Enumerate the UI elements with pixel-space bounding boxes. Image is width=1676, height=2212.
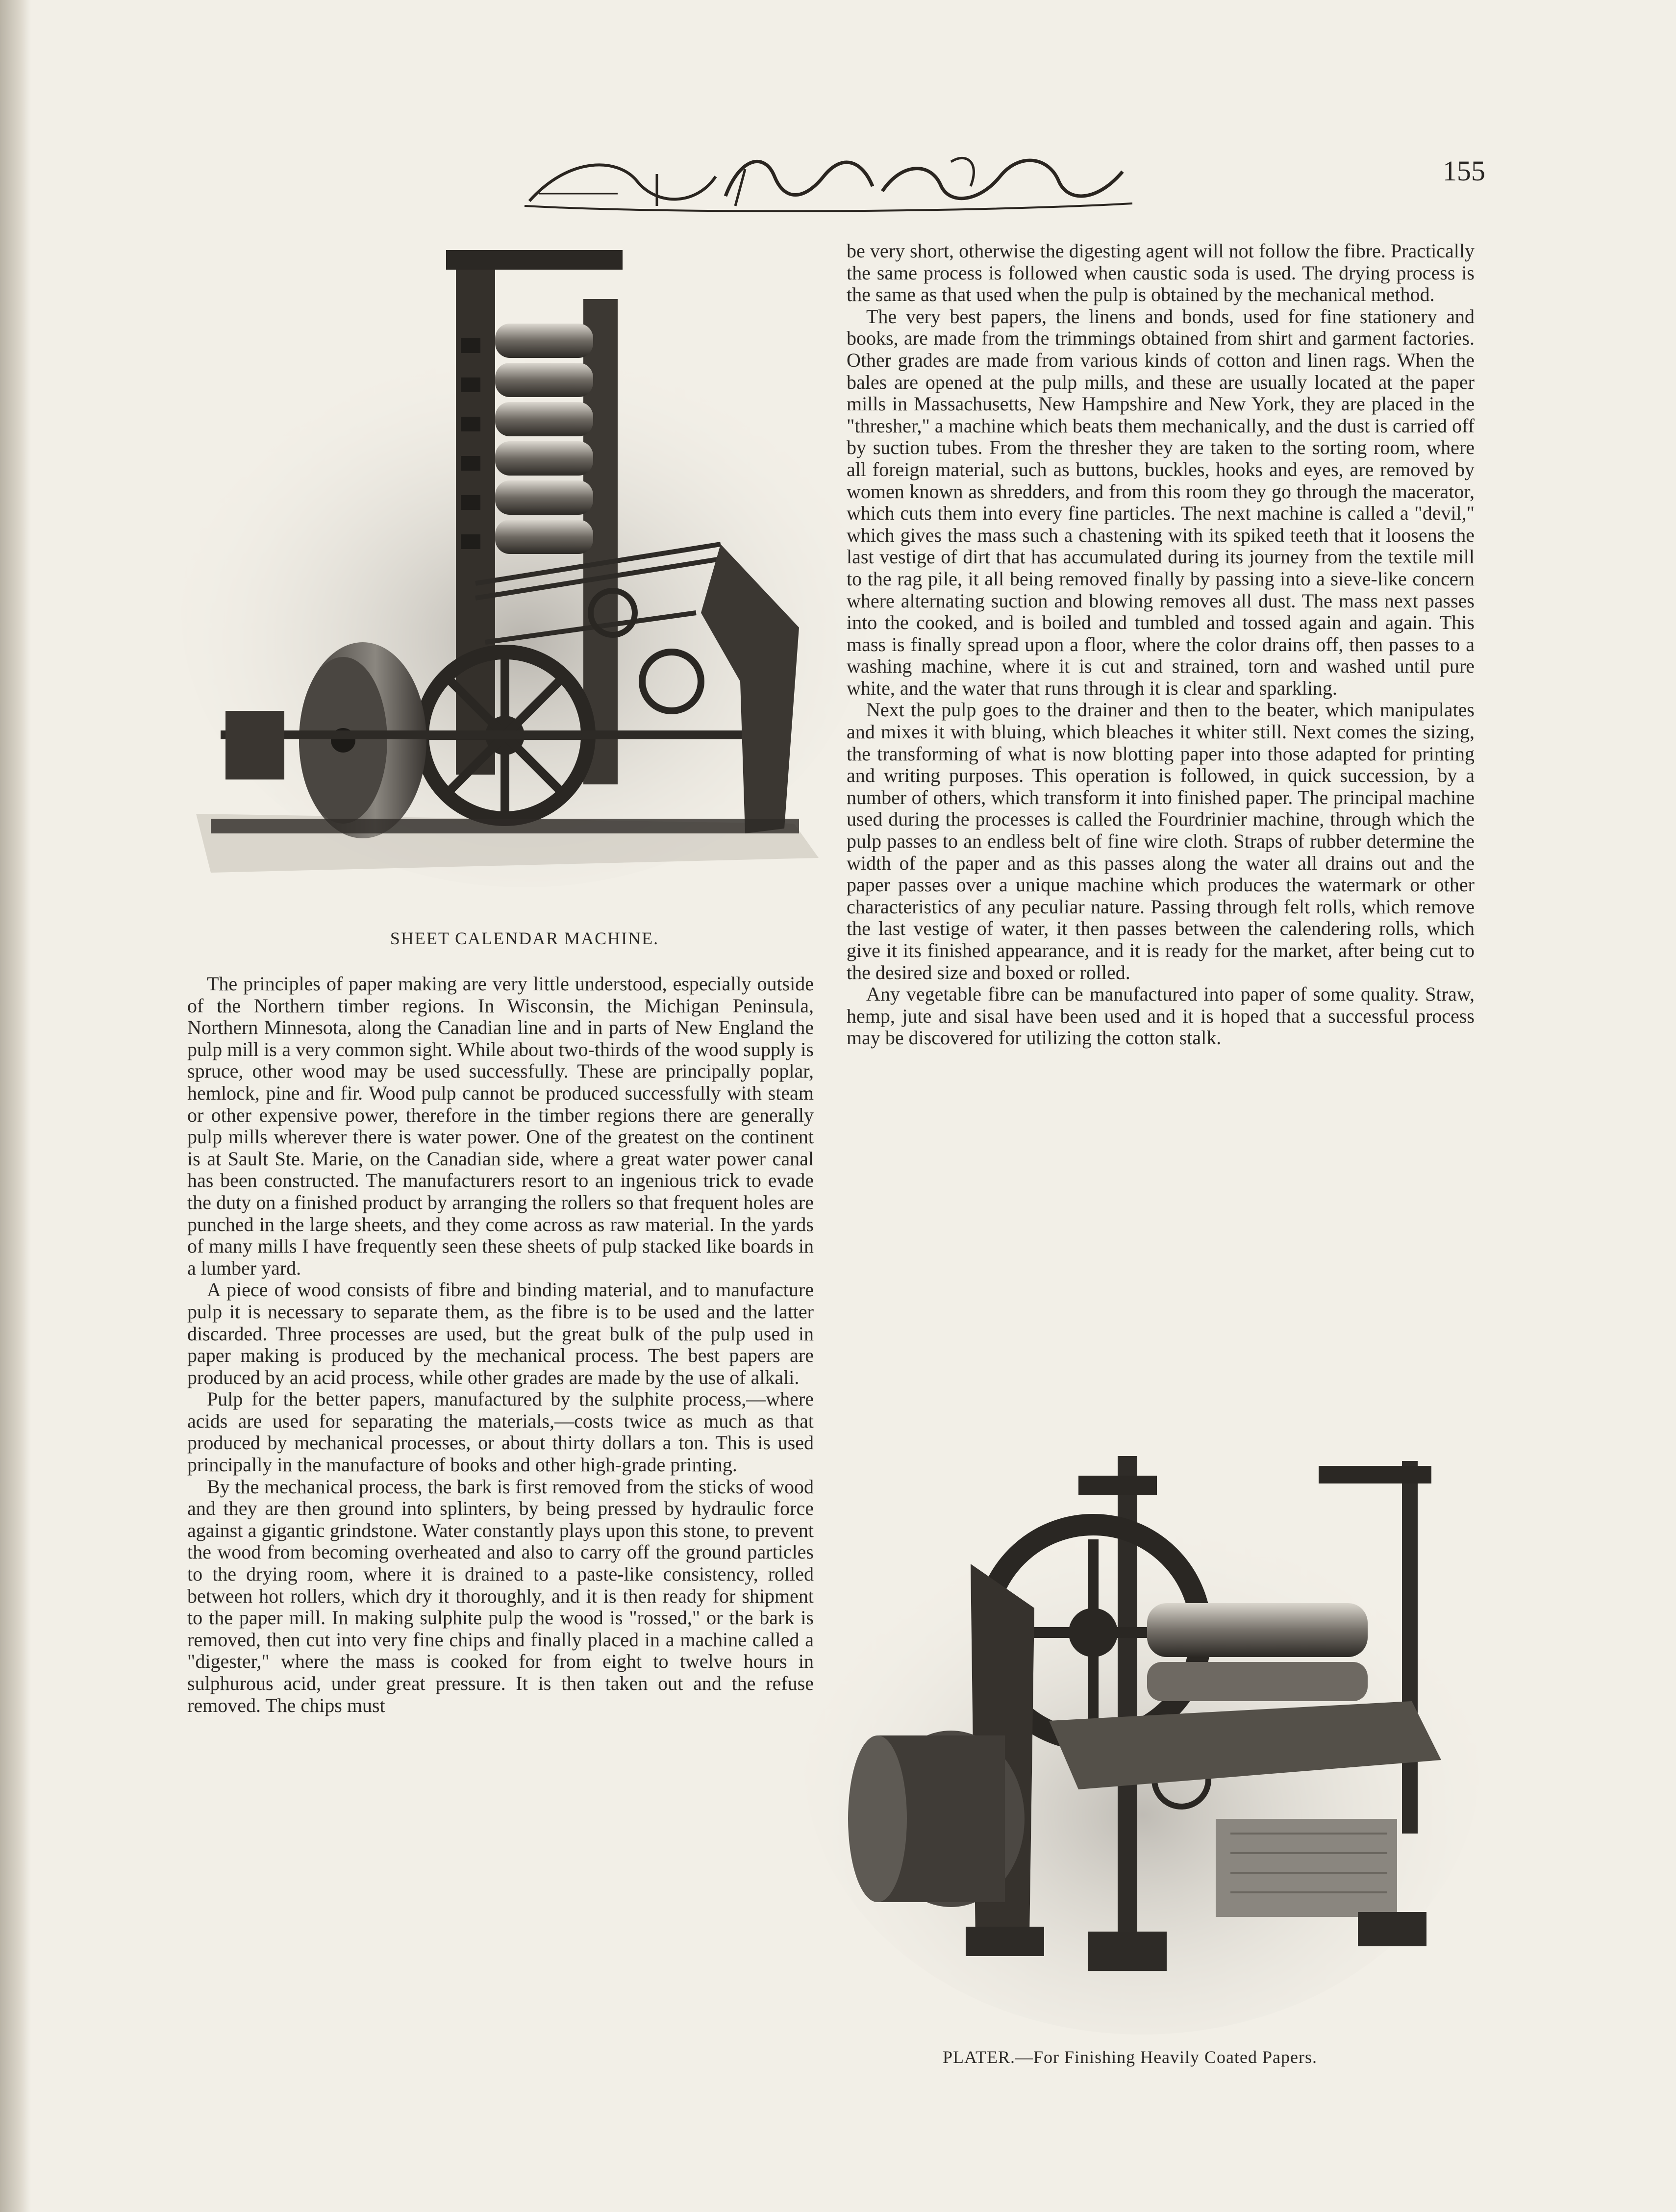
text-column-left xyxy=(187,973,814,1716)
masthead-script-logo xyxy=(510,147,1147,221)
figure-caption-plater: PLATER.—For Finishing Heavily Coated Papers. xyxy=(943,2047,1317,2067)
plater-machine-illustration xyxy=(804,1446,1480,2035)
paragraph: A piece of wood consists of fibre and binding material, and to manufacture pulp it is necessary to separate them, as the fibre is to be used and the latter discarded. Three processes are used, but the great bulk of the pulp used in paper making is produced by the mechanical process. The best papers are produced by an acid process, while other grades are made by the use of alkali. xyxy=(187,1279,814,1388)
paragraph: The very best papers, the linens and bonds, used for fine stationery and books, are made from the trimmings obtained from shirt and garment factories. Other grades are made from various kinds of cotton and linen rags. When the bales are opened at the pulp mills, and these are usually located at the paper mills in Massachusetts, New Hampshire and New York, they are placed in the "thresher," a machine which beats them mechanically, and the dust is carried off by suction tubes. From the thresher they are taken to the sorting room, where all foreign material, such as buttons, buckles, hooks and eyes, are removed by women known as shredders, and from this room they go through the macerator, which cuts them into every fine particles. The next machine is called a "devil," which gives the mass such a chastening with its spiked teeth that it loosens the last vestige of dirt that has accumulated during its journey from the textile mill to the rag pile, it all being removed finally by passing into a sieve-like concern where alternating suction and blowing removes all dust. The mass next passes into the cooked, and is boiled and tumbled and tossed again and again. This mass is finally spread upon a floor, where the color drains off, then passes to a washing machine, where it is cut and strained, torn and washed until pure white, and the water that runs through it is clear and sparkling. xyxy=(847,305,1475,699)
text-column-right xyxy=(847,240,1475,1049)
paragraph: Any vegetable fibre can be manufactured into paper of some quality. Straw, hemp, jute and sisal have been used and it is hoped that a successful process may be discovered for utilizing the cotton stalk. xyxy=(847,983,1475,1049)
paragraph: Next the pulp goes to the drainer and then to the beater, which manipulates and mixes it with bluing, which bleaches it whiter still. Next comes the sizing, the transforming of what is now blotting paper into those adapted for printing and writing purposes. This operation is followed, in quick succession, by a number of others, which transform it into finished paper. The principal machine used during the processes is called the Fourdrinier machine, through which the pulp passes to an endless belt of fine wire cloth. Straps of rubber determine the width of the paper and as this passes along the water all drains out and the paper passes over a unique machine which produces the watermark or other characteristics of any peculiar nature. Passing through felt rolls, which remove the last vestige of water, it then passes between the calendering rolls, which give it its finished appearance, and it is ready for the market, after being cut to the desired size and boxed or rolled. xyxy=(847,699,1475,983)
sheet-calendar-machine-illustration xyxy=(181,240,868,917)
masthead-logo xyxy=(510,147,1147,221)
paragraph: The principles of paper making are very little understood, especially outside of the Northern timber regions. In Wisconsin, the Michigan Peninsula, Northern Minnesota, along the Canadian line and in parts of New England the pulp mill is a very common sight. While about two-thirds of the wood supply is spruce, other wood may be used successfully. These are principally poplar, hemlock, pine and fir. Wood pulp cannot be produced successfully with steam or other expensive power, therefore in the timber regions there are generally pulp mills wherever there is water power. One of the greatest on the continent is at Sault Ste. Marie, on the Canadian side, where a great water power canal has been constructed. The manufacturers resort to an ingenious trick to evade the duty on a finished product by arranging the rollers so that frequent holes are punched in the large sheets, and they come across as raw material. In the yards of many mills I have frequently seen these sheets of pulp stacked like boards in a lumber yard. xyxy=(187,973,814,1279)
paragraph-continued: be very short, otherwise the digesting agent will not follow the fibre. Practically the same process is followed when caustic soda is used. The drying process is the same as that used when the pulp is obtained by the mechanical method. xyxy=(847,240,1475,306)
figure-caption-sheet-calendar: SHEET CALENDAR MACHINE. xyxy=(390,929,659,948)
page-number: 155 xyxy=(1443,155,1485,187)
book-binding-shadow xyxy=(0,0,29,2212)
paragraph: Pulp for the better papers, manufactured by the sulphite process,—where acids are used for separating the materials,—costs twice as much as that produced by mechanical processes, or about thirty dollars a ton. This is used principally in the manufacture of books and other high-grade printing. xyxy=(187,1388,814,1476)
paragraph: By the mechanical process, the bark is first removed from the sticks of wood and they are then ground into splinters, by being pressed by hydraulic force against a gigantic grindstone. Water constantly plays upon this stone, to prevent the wood from becoming overheated and also to carry off the ground particles to the drying room, where it is drained to a paste-like consistency, rolled between hot rollers, which dry it thoroughly, and it is then ready for shipment to the paper mill. In making sulphite pulp the wood is "rossed," or the bark is removed, then cut into very fine chips and finally placed in a machine called a "digester," where the mass is cooked for from eight to twelve hours in sulphurous acid, under great pressure. It is then taken out and the refuse removed. The chips must xyxy=(187,1475,814,1716)
